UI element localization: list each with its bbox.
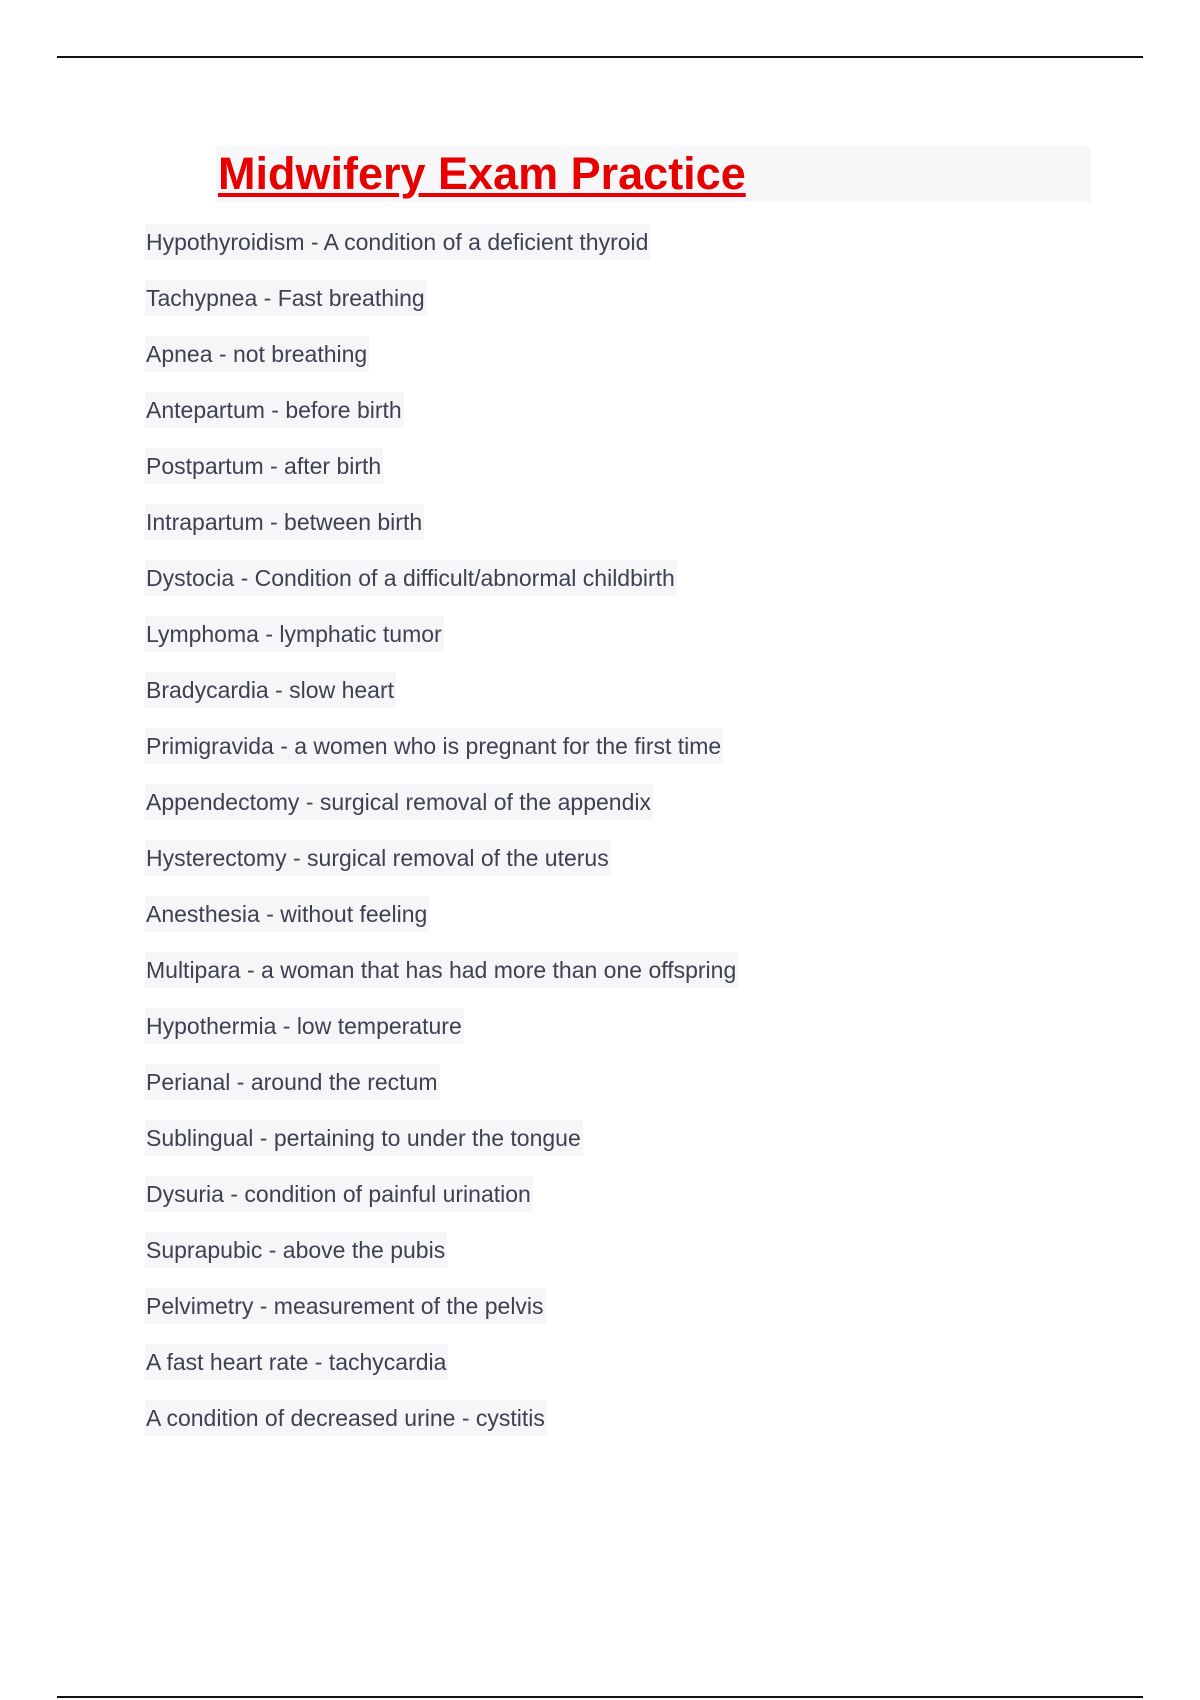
term-definition-text: Lymphoma - lymphatic tumor xyxy=(145,616,444,652)
list-item xyxy=(145,336,738,392)
list-item xyxy=(145,728,738,784)
term-definition-text: Primigravida - a women who is pregnant for the first time xyxy=(145,728,723,764)
term-definition-text: Hypothermia - low temperature xyxy=(145,1008,464,1044)
list-item xyxy=(145,784,738,840)
list-item xyxy=(145,616,738,672)
term-definition-text: Perianal - around the rectum xyxy=(145,1064,440,1100)
list-item xyxy=(145,1232,738,1288)
term-definition-text: Dystocia - Condition of a difficult/abnormal childbirth xyxy=(145,560,677,596)
term-definition-text: Dysuria - condition of painful urination xyxy=(145,1176,533,1212)
list-item xyxy=(145,896,738,952)
term-definition-text: Anesthesia - without feeling xyxy=(145,896,429,932)
term-definition-text: Tachypnea - Fast breathing xyxy=(145,280,427,316)
term-definition-text: Hysterectomy - surgical removal of the uterus xyxy=(145,840,611,876)
term-definition-text: Suprapubic - above the pubis xyxy=(145,1232,447,1268)
list-item xyxy=(145,1288,738,1344)
term-definition-text: Multipara - a woman that has had more than one offspring xyxy=(145,952,738,988)
term-definition-text: Appendectomy - surgical removal of the appendix xyxy=(145,784,653,820)
list-item xyxy=(145,448,738,504)
list-item xyxy=(145,392,738,448)
term-definition-text: Postpartum - after birth xyxy=(145,448,383,484)
list-item xyxy=(145,560,738,616)
term-definition-list xyxy=(145,224,738,1456)
list-item xyxy=(145,840,738,896)
term-definition-text: A condition of decreased urine - cystitis xyxy=(145,1400,547,1436)
list-item xyxy=(145,1120,738,1176)
term-definition-text: Hypothyroidism - A condition of a deficient thyroid xyxy=(145,224,650,260)
list-item xyxy=(145,1064,738,1120)
document-title: Midwifery Exam Practice xyxy=(218,148,746,199)
term-definition-text: Pelvimetry - measurement of the pelvis xyxy=(145,1288,546,1324)
list-item xyxy=(145,224,738,280)
list-item xyxy=(145,952,738,1008)
list-item xyxy=(145,504,738,560)
list-item xyxy=(145,1400,738,1456)
list-item xyxy=(145,1176,738,1232)
list-item xyxy=(145,1008,738,1064)
list-item xyxy=(145,1344,738,1400)
term-definition-text: A fast heart rate - tachycardia xyxy=(145,1344,448,1380)
term-definition-text: Sublingual - pertaining to under the tongue xyxy=(145,1120,583,1156)
list-item xyxy=(145,672,738,728)
term-definition-text: Bradycardia - slow heart xyxy=(145,672,396,708)
list-item xyxy=(145,280,738,336)
bottom-divider xyxy=(57,1696,1143,1698)
term-definition-text: Antepartum - before birth xyxy=(145,392,404,428)
term-definition-text: Apnea - not breathing xyxy=(145,336,369,372)
top-divider xyxy=(57,56,1143,58)
term-definition-text: Intrapartum - between birth xyxy=(145,504,424,540)
